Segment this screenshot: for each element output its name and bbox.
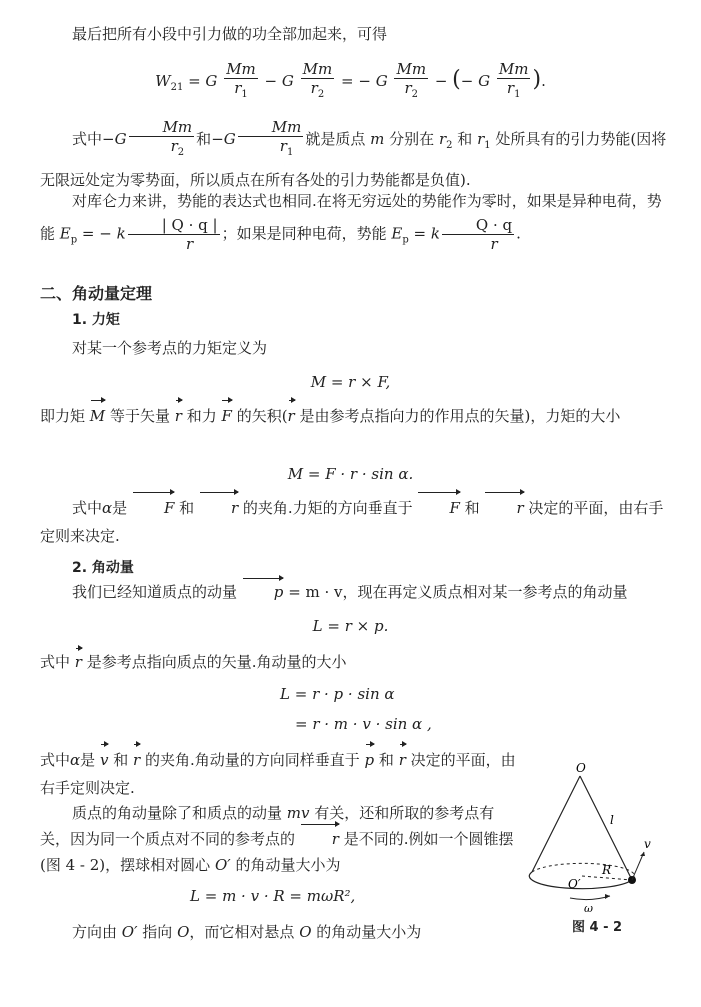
text: 的角动量大小为 bbox=[316, 923, 422, 941]
sub: p bbox=[402, 234, 409, 246]
fraction bbox=[129, 118, 195, 162]
text: 对某一个参考点的力矩定义为 bbox=[72, 339, 268, 357]
eq-g: G bbox=[205, 72, 218, 90]
cone-left-edge bbox=[532, 776, 580, 872]
vec-m: M bbox=[90, 402, 105, 430]
vec-r: r bbox=[300, 826, 339, 852]
equation-angular-magnitude-1 bbox=[280, 682, 395, 706]
label-omega: ω bbox=[584, 902, 593, 915]
text: 式中 bbox=[40, 653, 71, 671]
ep-symbol: E bbox=[391, 224, 403, 243]
fraction bbox=[301, 60, 335, 104]
vec-f: F bbox=[221, 402, 231, 430]
num: Mm bbox=[302, 60, 333, 78]
text: 指向 bbox=[142, 923, 173, 941]
fraction bbox=[497, 60, 531, 104]
text: 是 bbox=[80, 751, 96, 769]
text: 和 bbox=[457, 130, 473, 148]
num: Q · q bbox=[442, 216, 514, 235]
alpha-symbol: α bbox=[70, 751, 81, 769]
base-ellipse-back bbox=[532, 863, 635, 880]
paragraph-conical-pendulum bbox=[40, 800, 520, 878]
equation-pendulum-L bbox=[190, 884, 355, 908]
vec-r: r bbox=[75, 650, 82, 674]
vec-f: F bbox=[417, 494, 459, 522]
den-sub: 2 bbox=[411, 89, 419, 100]
den: r bbox=[279, 137, 287, 155]
den: r bbox=[234, 79, 242, 97]
eq-text: M = r × F, bbox=[310, 373, 391, 391]
paragraph-torque-explain bbox=[40, 402, 670, 430]
text: ；如果是同种电荷，势能 bbox=[221, 224, 387, 243]
vec-p: p bbox=[242, 580, 284, 604]
text: 和 bbox=[113, 751, 129, 769]
den-sub: 1 bbox=[241, 89, 248, 100]
paragraph-coulomb: 对库仑力来讲，势能的表达式也相同.在将无穷远处的势能作为零时，如果是异种电荷，势能 $E_p$ = − k $\frac{| Q \cdot q |}{r}$ ；如果是同种电荷，势能 $E_p = k$ $\frac{Q \cdot q}{r}$ . bbox=[40, 192, 662, 253]
text: 分别在 bbox=[389, 130, 435, 148]
base-ellipse-front bbox=[529, 872, 632, 889]
num: Mm bbox=[226, 60, 256, 78]
paragraph-torque-direction bbox=[40, 494, 670, 550]
den: r bbox=[170, 137, 178, 155]
den: r bbox=[506, 79, 515, 97]
vec-r: r bbox=[199, 494, 238, 522]
num: | Q · q | bbox=[128, 216, 220, 235]
text: 决定的平面，由右手定则决定. bbox=[40, 751, 516, 797]
num: Mm bbox=[271, 118, 302, 136]
label-l: l bbox=[610, 813, 614, 827]
eq-text: = r · m · v · sin α , bbox=[295, 715, 432, 733]
text: 有关，还和所取的参考点有关，因为同一个质点对不同的参考点的 bbox=[40, 804, 495, 848]
vec-r: r bbox=[175, 402, 182, 430]
eq-g: G bbox=[223, 130, 236, 148]
label-O-prime: O′ bbox=[568, 877, 581, 891]
den-sub: 2 bbox=[317, 89, 325, 100]
eq-text: M = F · r · sin α. bbox=[287, 465, 414, 483]
vec-r: r bbox=[399, 746, 406, 774]
fraction bbox=[394, 60, 428, 104]
label-O: O bbox=[576, 761, 586, 775]
text: 的夹角.角动量的方向同样垂直于 bbox=[144, 751, 360, 769]
vec-r: r bbox=[484, 494, 523, 522]
equation-work: $W_{21} = G$ $\frac{Mm}{r_1}$ − G $\frac{Mm}{r_2}$ = − G $\frac{Mm}{r_2}$ − (− G $\frac{Mm}{r_1}$ ). bbox=[0, 60, 701, 104]
eq-text: L = r · p · sin α bbox=[280, 685, 395, 703]
mv-symbol: mv bbox=[286, 804, 310, 822]
text: 和力 bbox=[186, 407, 217, 425]
ep-symbol: E bbox=[59, 224, 71, 243]
sub: 2 bbox=[446, 140, 453, 151]
den-sub: 1 bbox=[286, 147, 294, 158]
vec-v: v bbox=[100, 746, 108, 774]
text: 的矢积( bbox=[236, 407, 288, 425]
text: 式中 bbox=[72, 499, 103, 517]
eq-w-symbol: W bbox=[155, 72, 171, 90]
fraction bbox=[442, 216, 514, 253]
vec-p: p bbox=[365, 746, 375, 774]
num: Mm bbox=[162, 118, 193, 136]
num: Mm bbox=[498, 60, 529, 78]
text: 是 bbox=[112, 499, 128, 517]
den-sub: 1 bbox=[514, 89, 521, 100]
text: 就是质点 bbox=[305, 130, 366, 148]
paragraph-momentum bbox=[40, 580, 670, 604]
fraction bbox=[128, 216, 220, 253]
m-symbol: m bbox=[370, 130, 385, 148]
den: r bbox=[186, 235, 194, 253]
text: 和 bbox=[196, 130, 212, 148]
text: 式中 bbox=[72, 130, 103, 148]
vec-r: r bbox=[288, 402, 295, 430]
eq-w-sub: 21 bbox=[170, 82, 184, 93]
eq-g: G bbox=[281, 72, 294, 90]
paragraph-angular-explain bbox=[40, 650, 670, 674]
equation-angular-momentum bbox=[0, 614, 701, 638]
velocity-arrow bbox=[632, 852, 644, 880]
eq-g: G bbox=[478, 72, 491, 90]
o-symbol: O bbox=[299, 923, 312, 941]
text: 是由参考点指向力的作用点的矢量)，力矩的大小 bbox=[299, 407, 621, 425]
paragraph-torque-def bbox=[40, 336, 670, 360]
paragraph-potential: 式中−G $\frac{Mm}{r_2}$ 和−G $\frac{Mm}{r_1}$ 就是质点 m 分别在 $r_2$ 和 $r_1$ 处所具有的引力势能(因将无限远处定为零势面，所以质点在所有各处的引力势能都是负值). bbox=[40, 118, 667, 189]
label-R: R bbox=[602, 863, 612, 877]
text: ，而它相对悬点 bbox=[189, 923, 295, 941]
k-symbol: k bbox=[430, 224, 440, 243]
text: 和 bbox=[179, 499, 195, 517]
eq-g: G bbox=[114, 130, 127, 148]
paragraph-work-sum bbox=[40, 22, 670, 46]
section-title: 二、角动量定理 bbox=[40, 284, 153, 303]
sub: 1 bbox=[484, 140, 491, 151]
fraction bbox=[238, 118, 304, 162]
r-symbol: r bbox=[477, 130, 485, 148]
den: r bbox=[404, 79, 412, 97]
paragraph-angular-direction bbox=[40, 746, 520, 802]
omega-arrow bbox=[570, 896, 610, 900]
equation-torque-magnitude bbox=[0, 462, 701, 486]
subsection-title-torque: 1. 力矩 bbox=[72, 312, 120, 328]
text: 和 bbox=[464, 499, 480, 517]
figure-conical-pendulum bbox=[520, 760, 670, 980]
figure-caption: 图 4 - 2 bbox=[572, 920, 623, 935]
den: r bbox=[490, 235, 498, 253]
text: 质点的角动量除了和质点的动量 bbox=[72, 804, 283, 822]
text: 是不同的.例如一个圆锥摆(图 4 - 2)，摆球相对圆心 bbox=[40, 830, 514, 874]
eq-g: G bbox=[375, 72, 388, 90]
text: 决定的平面，由右手定则来决定. bbox=[40, 499, 664, 545]
text: = m · v，现在再定义质点相对某一参考点的角动量 bbox=[288, 583, 628, 601]
k-symbol: k bbox=[116, 224, 126, 243]
alpha-symbol: α bbox=[102, 499, 113, 517]
o-prime-symbol: O′ bbox=[121, 923, 138, 941]
text: 我们已经知道质点的动量 bbox=[72, 583, 238, 601]
num: Mm bbox=[396, 60, 427, 78]
text: 式中 bbox=[40, 751, 71, 769]
text: 即力矩 bbox=[40, 407, 86, 425]
sub: p bbox=[70, 234, 78, 246]
equation-angular-magnitude-2 bbox=[295, 712, 432, 736]
text: 对库仑力来讲，势能的表达式也相同.在将无穷远处的势能作为零时，如果是异种电荷，势能 bbox=[40, 192, 662, 243]
text: 和 bbox=[378, 751, 394, 769]
den-sub: 2 bbox=[177, 147, 185, 158]
subsection-title-angular-momentum: 2. 角动量 bbox=[72, 560, 134, 576]
text: 的夹角.力矩的方向垂直于 bbox=[242, 499, 413, 517]
eq-text: L = r × p. bbox=[312, 617, 389, 635]
text: 方向由 bbox=[72, 923, 118, 941]
o-prime-symbol: O′ bbox=[214, 856, 231, 874]
r-symbol: r bbox=[438, 130, 447, 148]
text: 等于矢量 bbox=[109, 407, 170, 425]
text: 最后把所有小段中引力做的功全部加起来，可得 bbox=[72, 25, 388, 43]
label-v: v bbox=[644, 837, 651, 851]
vec-f: F bbox=[132, 494, 174, 522]
vec-r: r bbox=[133, 746, 140, 774]
equation-torque bbox=[0, 370, 701, 394]
fraction bbox=[224, 60, 258, 104]
paragraph-pendulum-direction bbox=[40, 920, 520, 944]
text: 处所具有的引力势能(因将无限远处定为零势面，所以质点在所有各处的引力势能都是负值). bbox=[40, 130, 667, 189]
text: 的角动量大小为 bbox=[235, 856, 341, 874]
o-symbol: O bbox=[177, 923, 190, 941]
eq-text: L = m · v · R = mωR², bbox=[190, 887, 356, 905]
den: r bbox=[310, 79, 318, 97]
text: 是参考点指向质点的矢量.角动量的大小 bbox=[86, 653, 347, 671]
